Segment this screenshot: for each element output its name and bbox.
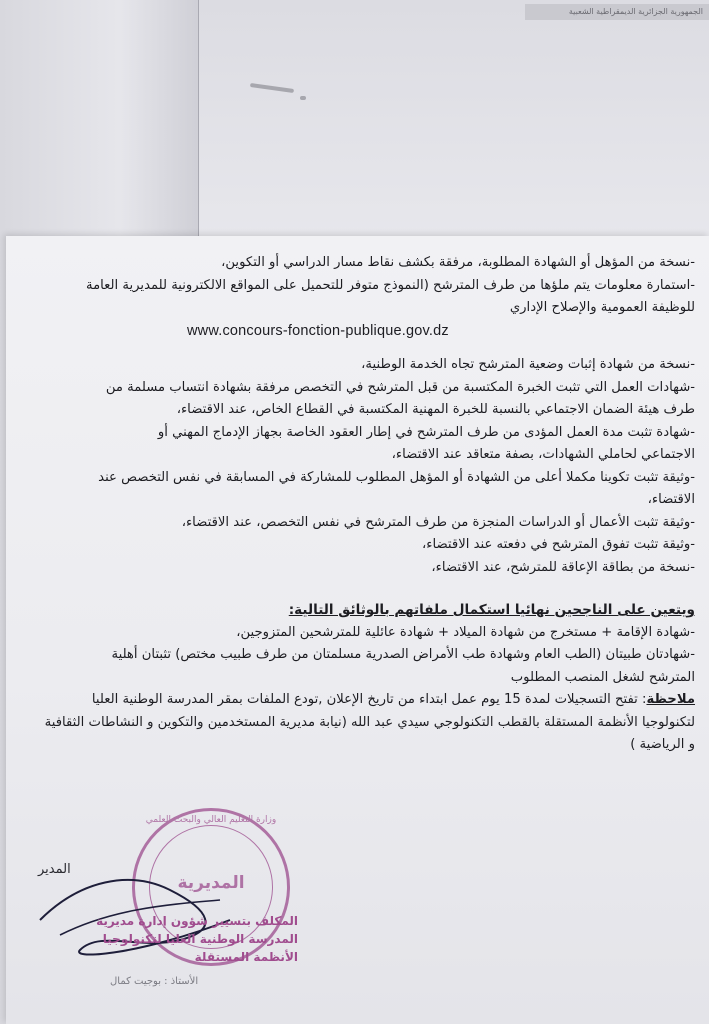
doc-line: المترشح لشغل المنصب المطلوب	[510, 669, 695, 685]
doc-line: الاقتضاء،	[647, 492, 695, 507]
signature-title: المدرسة الوطنية العليا لتكنولوجيا	[102, 932, 298, 946]
doc-line: -شهادة الإقامة + مستخرج من شهادة الميلاد + شهادة عائلية للمترشحين المتزوجين،	[236, 624, 695, 640]
doc-line: -وثيقة تثبت الأعمال أو الدراسات المنجزة من طرف المترشح في نفس التخصص، عند الاقتضاء،	[181, 514, 695, 530]
section-heading: ويتعين على الناجحين نهائيا استكمال ملفاتهم بالوثائق التالية:	[288, 602, 695, 618]
note-line	[17, 689, 695, 712]
doc-line: -شهادة تثبت مدة العمل المؤدى من طرف المترشح في إطار العقود الخاصة بجهاز الإدماج المهني أو	[157, 424, 695, 440]
doc-line: الاجتماعي لحاملي الشهادات، بصفة متعاقد عند الاقتضاء،	[391, 447, 695, 462]
background-sheet-back	[198, 0, 709, 260]
note-line: لتكنولوجيا الأنظمة المستقلة بالقطب التكنولوجي سيدي عبد الله (نيابة مديرية المستخدمين والتكوين و النشاطات الثقافية	[44, 714, 695, 730]
stamp-center-text: المديرية	[177, 873, 245, 893]
doc-line: -نسخة من المؤهل أو الشهادة المطلوبة، مرفقة بكشف نقاط مسار الدراسي أو التكوين،	[221, 255, 695, 270]
doc-line: -شهادتان طبيتان (الطب العام وشهادة طب الأمراض الصدرية مسلمتان من طرف طبيب مختص) تثبتان أهلية	[111, 647, 695, 662]
signature-title: المكلف بتسيير شؤون إدارة مديرية	[96, 914, 298, 928]
director-label: المدير	[38, 862, 71, 877]
doc-line: -وثيقة تثبت تفوق المترشح في دفعته عند الاقتضاء،	[422, 537, 695, 552]
doc-line: -نسخة من شهادة إثبات وضعية المترشح تجاه الخدمة الوطنية،	[361, 357, 695, 372]
note-line: و الرياضية )	[630, 737, 695, 752]
doc-line: -شهادات العمل التي تثبت الخبرة المكتسبة من قبل المترشح في التخصص مرفقة بشهادة انتساب مسلمة من	[105, 379, 695, 395]
stamp-ring-text: وزارة التعليم العالي والبحث العلمي	[145, 815, 277, 825]
doc-line: -وثيقة تثبت تكوينا مكملا أعلى من الشهادة أو المؤهل المطلوب للمشاركة في المسابقة في نفس التخصص عند	[98, 469, 695, 485]
note-label: ملاحظة	[646, 692, 695, 707]
doc-line: -استمارة معلومات يتم ملؤها من طرف المترشح (النموذج متوفر للتحميل على المواقع الالكترونية للمديرية العامة	[86, 277, 695, 293]
doc-line: -نسخة من بطاقة الإعاقة للمترشح، عند الاقتضاء،	[431, 559, 695, 575]
signature-title: الأنظمة المستقلة	[194, 950, 298, 964]
note-text: : تفتح التسجيلات لمدة 15 يوم عمل ابتداء من تاريخ الإعلان ,تودع الملفات بمقر المدرسة الوطنية العليا	[91, 692, 647, 707]
header-strip: الجمهورية الجزائرية الديمقراطية الشعبية	[525, 4, 709, 20]
doc-line: للوظيفة العمومية والإصلاح الإداري	[509, 300, 695, 315]
document-body	[17, 252, 695, 757]
signatory-name: الأستاذ : بوجيت كمال	[110, 976, 199, 987]
signature-block	[8, 912, 298, 966]
website-url: www.concours-fonction-publique.gov.dz	[187, 322, 449, 339]
doc-line: طرف هيئة الضمان الاجتماعي بالنسبة للخبرة المهنية المكتسبة في القطاع الخاص، عند الاقتضاء،	[176, 402, 695, 417]
smudge-mark	[300, 96, 306, 100]
